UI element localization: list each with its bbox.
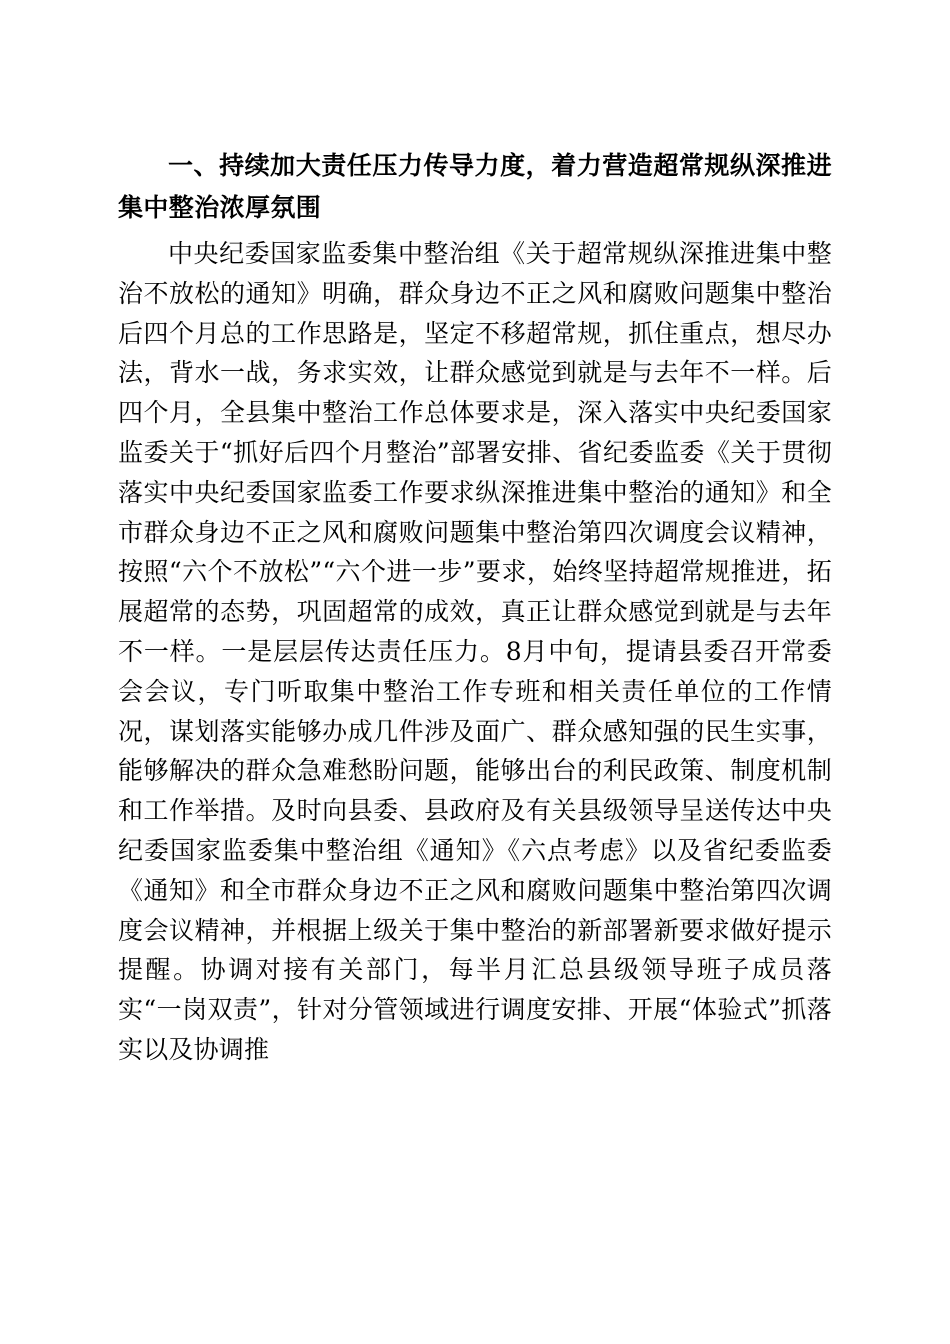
document-body [118, 145, 832, 1070]
section-heading: 一、持续加大责任压力传导力度，着力营造超常规纵深推进集中整治浓厚氛围 [118, 151, 832, 222]
body-paragraph: 中央纪委国家监委集中整治组《关于超常规纵深推进集中整治不放松的通知》明确，群众身边不正之风和腐败问题集中整治后四个月总的工作思路是，坚定不移超常规，抓住重点，想尽办法，背水一战，务求实效，让群众感觉到就是与去年不一样。后四个月，全县集中整治工作总体要求是，深入落实中央纪委国家监委关于“抓好后四个月整治”部署安排、省纪委监委《关于贯彻落实中央纪委国家监委工作要求纵深推进集中整治的通知》和全市群众身边不正之风和腐败问题集中整治第四次调度会议精神，按照“六个不放松”“六个进一步”要求，始终坚持超常规推进，拓展超常的态势，巩固超常的成效，真正让群众感觉到就是与去年不一样。一是层层传达责任压力。8月中旬，提请县委召开常委会会议，专门听取集中整治工作专班和相关责任单位的工作情况，谋划落实能够办成几件涉及面广、群众感知强的民生实事，能够解决的群众急难愁盼问题，能够出台的利民政策、制度机制和工作举措。及时向县委、县政府及有关县级领导呈送传达中央纪委国家监委集中整治组《通知》《六点考虑》以及省纪委监委《通知》和全市群众身边不正之风和腐败问题集中整治第四次调度会议精神，并根据上级关于集中整治的新部署新要求做好提示提醒。协调对接有关部门，每半月汇总县级领导班子成员落实“一岗双责”，针对分管领域进行调度安排、开展“体验式”抓落实以及协调推 [118, 239, 832, 1064]
